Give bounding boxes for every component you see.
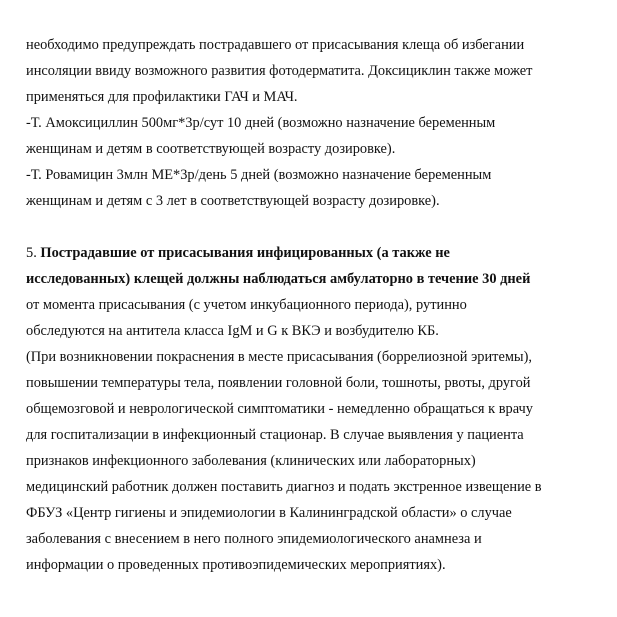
text-line: медицинский работник должен поставить диагноз и подать экстренное извещение в (26, 479, 542, 495)
text-line: повышении температуры тела, появлении головной боли, тошноты, рвоты, другой (26, 375, 531, 391)
text-line: -Т. Амоксициллин 500мг*3р/сут 10 дней (возможно назначение беременным (26, 115, 496, 131)
text-line: обследуются на антитела класса IgM и G к ВКЭ и возбудителю КБ. (26, 323, 439, 339)
section-5-heading-line-2: исследованных) клещей должны наблюдаться амбулаторно в течение 30 дней (26, 271, 531, 287)
section-5-heading-line-1 (26, 244, 450, 262)
text-line: для госпитализации в инфекционный стационар. В случае выявления у пациента (26, 427, 524, 443)
section-number: 5. (26, 245, 41, 261)
text-line: -Т. Ровамицин 3млн МЕ*3р/день 5 дней (возможно назначение беременным (26, 167, 492, 183)
text-line: необходимо предупреждать пострадавшего от присасывания клеща об избегании (26, 37, 525, 53)
text-line: заболевания с внесением в него полного эпидемиологического анамнеза и (26, 531, 482, 547)
text-line: признаков инфекционного заболевания (клинических или лабораторных) (26, 453, 476, 469)
text-line: применяться для профилактики ГАЧ и МАЧ. (26, 89, 298, 105)
text-line: инсоляции ввиду возможного развития фотодерматита. Доксициклин также может (26, 63, 533, 79)
text-line: женщинам и детям в соответствующей возрасту дозировке). (26, 141, 396, 157)
section-heading-bold: Пострадавшие от присасывания инфицированных (а также не (40, 245, 450, 261)
text-line: общемозговой и неврологической симптоматики - немедленно обращаться к врачу (26, 401, 533, 417)
text-line: женщинам и детям с 3 лет в соответствующей возрасту дозировке). (26, 193, 440, 209)
text-line: информации о проведенных противоэпидемических мероприятиях). (26, 557, 446, 573)
text-line: ФБУЗ «Центр гигиены и эпидемиологии в Калининградской области» о случае (26, 505, 512, 521)
text-line: от момента присасывания (с учетом инкубационного периода), рутинно (26, 297, 467, 313)
text-line: (При возникновении покраснения в месте присасывания (боррелиозной эритемы), (26, 349, 532, 365)
